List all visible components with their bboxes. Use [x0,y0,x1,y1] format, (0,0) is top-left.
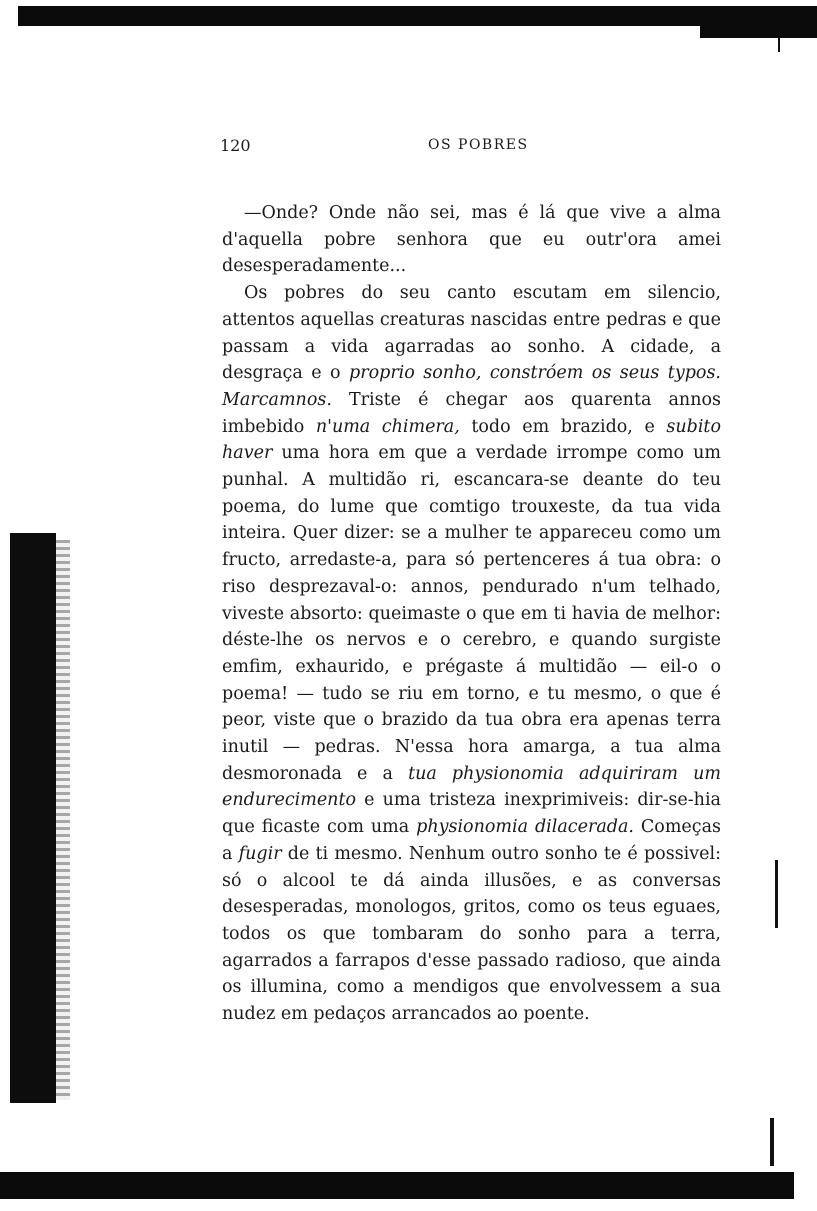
paragraph-segment: todo em brazido, e [459,416,667,437]
paragraph-segment: Os pobres do seu canto escutam em silencio, attentos aquellas creaturas nascidas entre pedras e que passam a vida agarradas ao sonho. A cidade, a desgraça e o [222,283,721,384]
paragraph-segment: Triste é chegar aos quarenta annos imbebido [222,389,721,437]
paragraph-segment: uma hora em que a verdade irrompe como um punhal. A multidão ri, escancara-se deante do teu poema, do lume que comtigo trouxeste, da tua vida inteira. Quer dizer: se a mulher te appareceu como um fructo, arredaste-a, para só pertenceres á tua obra: o riso desprezaval-o: annos, pendurado n'um telhado, viveste absorto: queimaste o que em ti havia de melhor: déste-lhe os nervos e o cerebro, e quando surgiste emfim, exhaurido, e prégaste á multidão — eil-o o poema! — tudo se riu em torno, e tu mesmo, o que é peor, viste que o brazido da tua obra era apenas terra inutil — pedras. N'essa hora amarga, a tua alma desmoronada e a [222,443,721,784]
running-title: OS POBRES [428,137,529,153]
scan-mark-right-middle [775,860,778,928]
scan-border-top-right [700,14,817,38]
paragraph-segment-italic: physionomia dilacerada. [416,817,634,838]
paragraph-segment-italic: n'uma chimera, [315,416,460,437]
paragraph-segment: de ti mesmo. Nenhum outro sonho te é possivel: só o alcool te dá ainda illusões, e as conversas desesperadas, monologos, gritos, como os teus eguaes, todos os que tombaram do sonho para a terra, agarrados a farrapos d'esse passado radioso, que ainda os illumina, como a mendigos que envolvessem a sua nudez em pedaços arrancados ao poente. [222,843,722,1025]
paragraph-segment-italic: fugir [238,843,282,864]
scan-border-left-fade [56,540,70,1100]
paragraph-segment-italic: subito haver [222,416,721,464]
running-head [220,136,720,158]
scan-border-left [10,533,56,1103]
paragraph-1: —Onde? Onde não sei, mas é lá que vive a alma d'aquella pobre senhora que eu outr'ora amei desesperadamente... [222,203,721,277]
paragraph-segment: e uma tristeza inexprimiveis: dir-se-hia que ficaste com uma [222,790,721,838]
paragraph-segment-italic: tua physionomia adquiriram um endurecimento [222,763,721,811]
body-text [222,200,721,1028]
paragraph-segment-italic: proprio sonho, constróem os seus typos. Marcamnos. [222,363,721,410]
scan-border-bottom [0,1172,794,1199]
scan-mark-right-bottom [770,1118,774,1166]
paragraph-2 [222,280,721,1028]
scan-border-top [18,6,817,26]
scan-mark-top-right [778,38,780,52]
page-number: 120 [220,136,251,155]
paragraph-segment: Começas a [222,817,722,864]
